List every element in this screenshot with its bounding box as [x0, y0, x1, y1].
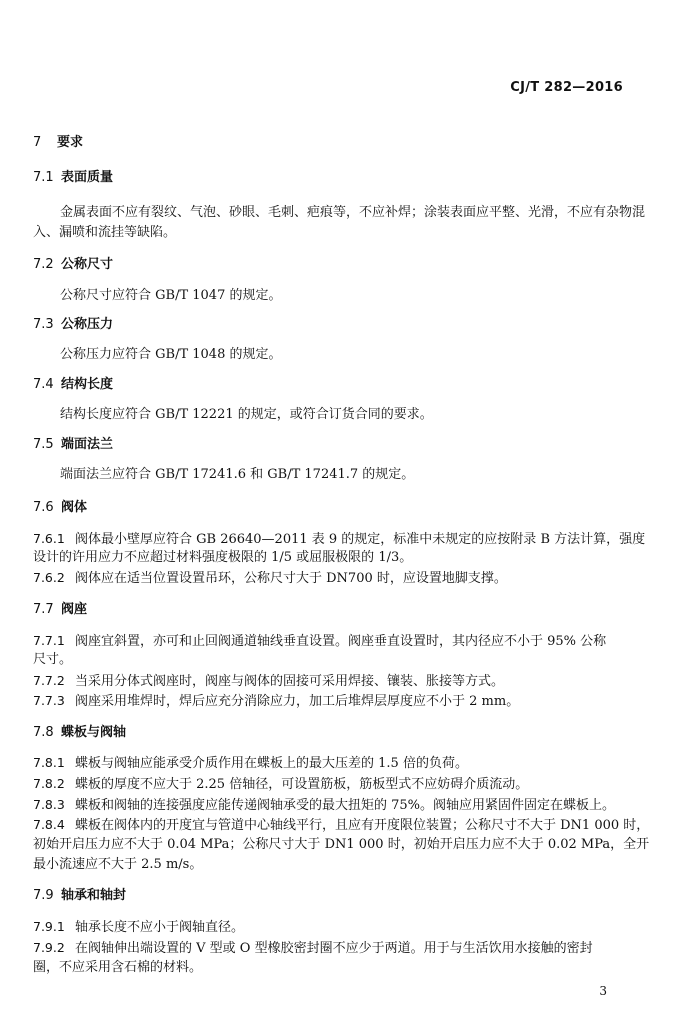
item-7-8-2: 7.8.2 蝶板的厚度不应大于 2.25 倍轴径，可设置筋板，筋板型式不应妨碍介质流动。 — [33, 776, 529, 792]
section-7-8-heading: 7.8 蝶板与阀轴 — [33, 725, 127, 740]
item-7-9-2-line-1: 7.9.2 在阀轴伸出端设置的 V 型或 O 型橡胶密封圈不应少于两道。用于与生活饮用水接触的密封 — [33, 940, 593, 956]
section-7-3-text: 公称压力应符合 GB/T 1048 的规定。 — [60, 347, 282, 362]
standard-code: CJ/T 282—2016 — [510, 80, 623, 95]
section-7-5-text: 端面法兰应符合 GB/T 17241.6 和 GB/T 17241.7 的规定。 — [60, 467, 415, 482]
item-7-8-4-line-1: 7.8.4 蝶板在阀体内的开度宜与管道中心轴线平行，且应有开度限位装置；公称尺寸不大于 DN1 000 时， — [33, 817, 650, 833]
item-7-6-1-line-1: 7.6.1 阀体最小壁厚应符合 GB 26640—2011 表 9 的规定，标准中未规定的应按附录 B 方法计算，强度 — [33, 531, 646, 547]
item-7-7-1-line-1: 7.7.1 阀座宜斜置，亦可和止回阀通道轴线垂直设置。阀座垂直设置时，其内径应不小于 95% 公称 — [33, 633, 607, 649]
section-7-4-heading: 7.4 结构长度 — [33, 377, 114, 392]
section-7-2-heading: 7.2 公称尺寸 — [33, 257, 114, 272]
page-number: 3 — [599, 984, 607, 998]
item-7-9-2-line-2: 圈，不应采用含石棉的材料。 — [33, 960, 203, 975]
section-7-9-heading: 7.9 轴承和轴封 — [33, 888, 127, 903]
section-7-4-text: 结构长度应符合 GB/T 12221 的规定，或符合订货合同的要求。 — [60, 407, 433, 422]
section-7-1-heading: 7.1 表面质量 — [33, 170, 114, 185]
item-7-9-1: 7.9.1 轴承长度不应小于阀轴直径。 — [33, 919, 245, 935]
section-7-5-heading: 7.5 端面法兰 — [33, 437, 114, 452]
item-7-7-1-line-2: 尺寸。 — [33, 652, 73, 667]
section-7-2-text: 公称尺寸应符合 GB/T 1047 的规定。 — [60, 288, 282, 303]
item-7-6-1-line-2: 设计的许用应力不应超过材料强度极限的 1/5 或屈服极限的 1/3。 — [33, 550, 413, 565]
item-7-8-4-line-2: 初始开启压力应不大于 0.04 MPa；公称尺寸大于 DN1 000 时，初始开启压力应不大于 0.02 MPa，全开 — [33, 837, 650, 852]
section-7-6-heading: 7.6 阀体 — [33, 500, 88, 515]
item-7-7-2: 7.7.2 当采用分体式阀座时，阀座与阀体的固接可采用焊接、镶装、胀接等方式。 — [33, 673, 505, 689]
item-7-8-3: 7.8.3 蝶板和阀轴的连接强度应能传递阀轴承受的最大扭矩的 75%。阀轴应用紧固件固定在蝶板上。 — [33, 797, 616, 813]
item-7-6-2: 7.6.2 阀体应在适当位置设置吊环，公称尺寸大于 DN700 时，应设置地脚支撑。 — [33, 570, 507, 586]
section-7-3-heading: 7.3 公称压力 — [33, 317, 114, 332]
section-7-1-text-line-2: 入、漏喷和流挂等缺陷。 — [33, 225, 177, 240]
section-7-7-heading: 7.7 阀座 — [33, 602, 88, 617]
item-7-8-4-line-3: 最小流速应不大于 2.5 m/s。 — [33, 857, 203, 872]
section-7-1-text-line-1: 金属表面不应有裂纹、气泡、砂眼、毛刺、疤痕等，不应补焊；涂装表面应平整、光滑，不应有杂物混 — [60, 205, 646, 220]
section-7-heading: 7 要求 — [33, 135, 84, 150]
item-7-7-3: 7.7.3 阀座采用堆焊时，焊后应充分消除应力，加工后堆焊层厚度应不小于 2 mm。 — [33, 693, 520, 709]
item-7-8-1: 7.8.1 蝶板与阀轴应能承受介质作用在蝶板上的最大压差的 1.5 倍的负荷。 — [33, 755, 468, 771]
